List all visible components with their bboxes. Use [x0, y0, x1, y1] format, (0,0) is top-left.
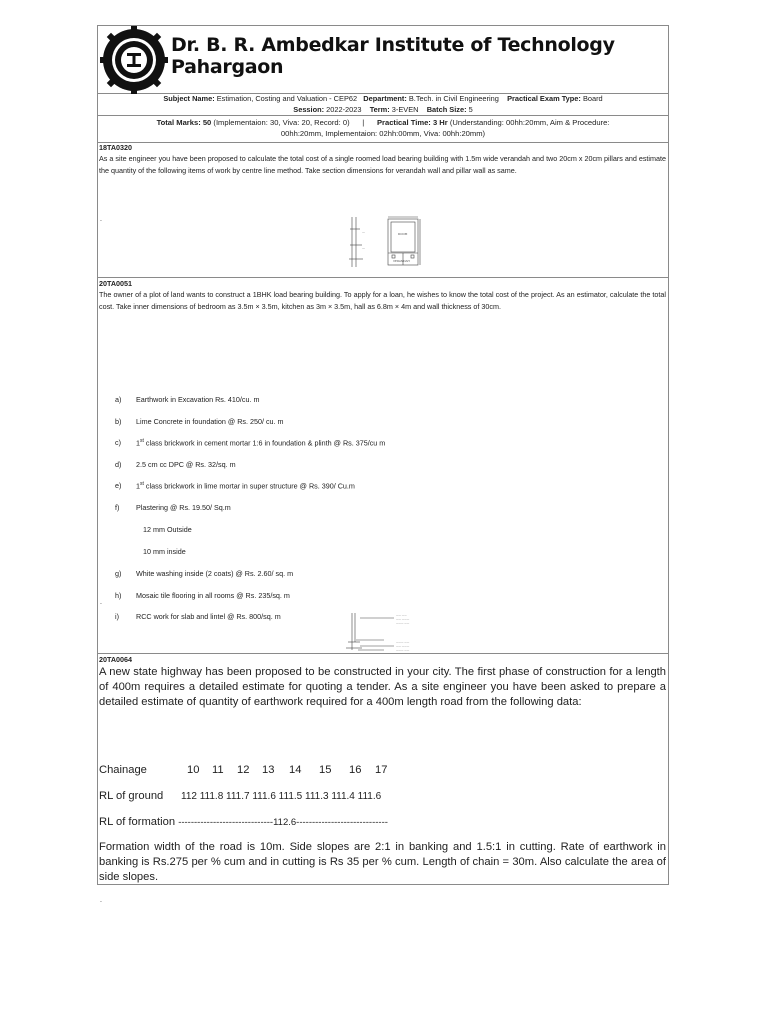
practical-time-label: Practical Time: 3 Hr — [376, 118, 448, 127]
question-18TA0320 — [98, 143, 668, 278]
rl-formation-row — [99, 816, 388, 828]
session-value: 2022-2023 — [326, 105, 362, 114]
item-ordinal-suffix: st — [140, 438, 144, 444]
term-value: 3-EVEN — [391, 105, 419, 114]
item-text: RCC work for slab and lintel @ Rs. 800/sq. m — [136, 612, 281, 621]
rl-formation-value: ------------------------------112.6----------------------------- — [178, 817, 388, 828]
item-label: a) — [115, 395, 122, 404]
term-label: Term: — [369, 105, 390, 114]
rl-ground-label: RL of ground — [99, 790, 164, 802]
list-item — [115, 417, 284, 426]
chainage-value: 16 — [349, 764, 362, 776]
list-item — [115, 460, 236, 469]
item-text: Lime Concrete in foundation @ Rs. 250/ cu. m — [136, 417, 284, 426]
department-value: B.Tech. in Civil Engineering — [408, 94, 499, 103]
item-text: 12 mm Outside — [143, 525, 192, 534]
chainage-label: Chainage — [99, 764, 147, 776]
item-text: Earthwork in Excavation Rs. 410/cu. m — [136, 395, 260, 404]
svg-text:——— ——: ——— —— — [396, 622, 410, 625]
item-text: White washing inside (2 coats) @ Rs. 2.60/ sq. m — [136, 569, 294, 578]
list-item — [115, 591, 290, 600]
list-item — [115, 438, 385, 447]
chainage-value: 14 — [289, 764, 302, 776]
question-20TA0064 — [98, 654, 668, 904]
item-text: class brickwork in cement mortar 1:6 in foundation & plinth @ Rs. 375/cu m — [143, 438, 386, 448]
svg-text:——— ——: ——— —— — [396, 641, 410, 644]
list-item — [143, 525, 192, 534]
item-text: Mosaic tile flooring in all rooms @ Rs. 235/sq. m — [136, 591, 290, 600]
question-text: The owner of a plot of land wants to construct a 1BHK load bearing building. To apply for a loan, he wishes to know the total cost of the project. As an estimator, calculate the total cost. Take inner dimensions of bedroom as 3.5m × 3.5m, kitchen as 3m × 3.5m, hall as 6.8m × 4m and wall thickness of 30cm. — [99, 290, 666, 311]
svg-text:——— ——: ——— —— — [396, 649, 410, 652]
item-label: e) — [115, 481, 122, 491]
question-id: 20TA0064 — [99, 655, 133, 664]
exam-type-value: Board — [582, 94, 603, 103]
trailing-mark: . — [100, 216, 102, 223]
department-label: Department: — [363, 94, 407, 103]
exam-meta-row-2 — [98, 116, 668, 143]
list-item — [115, 569, 293, 578]
question-id: 18TA0320 — [99, 143, 133, 152]
trailing-mark: . — [100, 599, 102, 606]
total-marks-label: Total Marks: 50 — [156, 118, 212, 127]
item-label: d) — [115, 460, 122, 469]
item-label: c) — [115, 438, 121, 448]
item-text: 2.5 cm cc DPC @ Rs. 32/sq. m — [136, 460, 236, 469]
question-text-continued: Formation width of the road is 10m. Side slopes are 2:1 in banking and 1.5:1 in cutting. Rate of earthwork in banking is Rs.275 per % cum and in cutting is Rs 35 per % cum. Length of chain = 30m. Also calculate the area of side slopes. — [99, 841, 666, 884]
list-item — [115, 395, 259, 404]
svg-text:—— ———: —— ——— — [396, 618, 410, 621]
question-text: As a site engineer you have been proposed to calculate the total cost of a single roomed load bearing building with 1.5m wide verandah and two 20cm x 20cm pillars and estimate the quantity of the following items of work by centre line method. Take section dimensions for verandah wall and pillar wall as same. — [99, 154, 666, 175]
trailing-mark: . — [100, 897, 102, 904]
chainage-value: 17 — [375, 764, 388, 776]
list-item — [115, 503, 231, 512]
institute-logo-icon — [100, 26, 168, 94]
item-label: b) — [115, 417, 122, 426]
chainage-value: 13 — [262, 764, 275, 776]
item-ordinal: 1 — [136, 438, 140, 448]
svg-text:—— ——: —— —— — [396, 614, 407, 617]
chainage-row — [99, 764, 387, 776]
exam-type-label: Practical Exam Type: — [507, 94, 581, 103]
section-drawing — [344, 612, 428, 652]
question-20TA0051 — [98, 278, 668, 654]
subject-label: Subject Name: — [163, 94, 215, 103]
question-sheet — [97, 25, 669, 904]
practical-time-detail-1: (Understanding: 00hh:20mm, Aim & Procedure: — [449, 118, 610, 127]
meta-separator: | — [362, 118, 365, 127]
item-text: Plastering @ Rs. 19.50/ Sq.m — [136, 503, 231, 512]
item-label: h) — [115, 591, 122, 600]
svg-text:—— ———: —— ——— — [396, 645, 410, 648]
session-label: Session: — [293, 105, 325, 114]
total-marks-detail: (Implementaion: 30, Viva: 20, Record: 0) — [213, 118, 350, 127]
svg-text:—: — — [362, 246, 365, 250]
exam-meta-row-1 — [98, 93, 668, 116]
item-text: 10 mm inside — [143, 547, 186, 556]
item-ordinal-suffix: st — [140, 481, 144, 487]
batch-label: Batch Size: — [426, 105, 467, 114]
rl-ground-row — [99, 790, 381, 802]
subject-value: Estimation, Costing and Valuation - CEP62 — [216, 94, 358, 103]
institute-header — [98, 26, 668, 94]
svg-text:VERANDAH: VERANDAH — [393, 259, 410, 263]
list-item — [115, 612, 281, 621]
item-label: f) — [115, 503, 120, 512]
chainage-value: 10 — [187, 764, 200, 776]
chainage-value: 11 — [212, 764, 224, 776]
batch-value: 5 — [468, 105, 473, 114]
list-item — [143, 547, 186, 556]
item-label: g) — [115, 569, 122, 578]
chainage-value: 12 — [237, 764, 250, 776]
practical-time-detail-2: 00hh:20mm, Implementaion: 02hh:00mm, Viva: 00hh:20mm) — [280, 129, 486, 138]
list-item — [115, 481, 355, 490]
item-label: i) — [115, 612, 119, 621]
svg-text:—: — — [362, 230, 365, 234]
chainage-value: 15 — [319, 764, 332, 776]
rl-ground-values: 112 111.8 111.7 111.6 111.5 111.3 111.4 111.6 — [181, 791, 382, 802]
rl-formation-label: RL of formation — [99, 816, 176, 828]
building-plan-drawing — [346, 215, 426, 271]
institute-name — [171, 34, 615, 78]
question-text: A new state highway has been proposed to be constructed in your city. The first phase of construction for a length of 400m requires a detailed estimate for quoting a tender. As a site engineer you have been asked to prepare a detailed estimate of quantity of earthwork required for a 400m length road from the following data: — [99, 666, 666, 709]
item-text: class brickwork in lime mortar in super structure @ Rs. 390/ Cu.m — [143, 481, 355, 491]
item-ordinal: 1 — [136, 481, 140, 491]
question-id: 20TA0051 — [99, 279, 133, 288]
institute-name-line1: Dr. B. R. Ambedkar Institute of Technology — [171, 34, 615, 56]
svg-text:ROOM: ROOM — [398, 232, 408, 236]
institute-name-line2: Pahargaon — [171, 56, 284, 78]
